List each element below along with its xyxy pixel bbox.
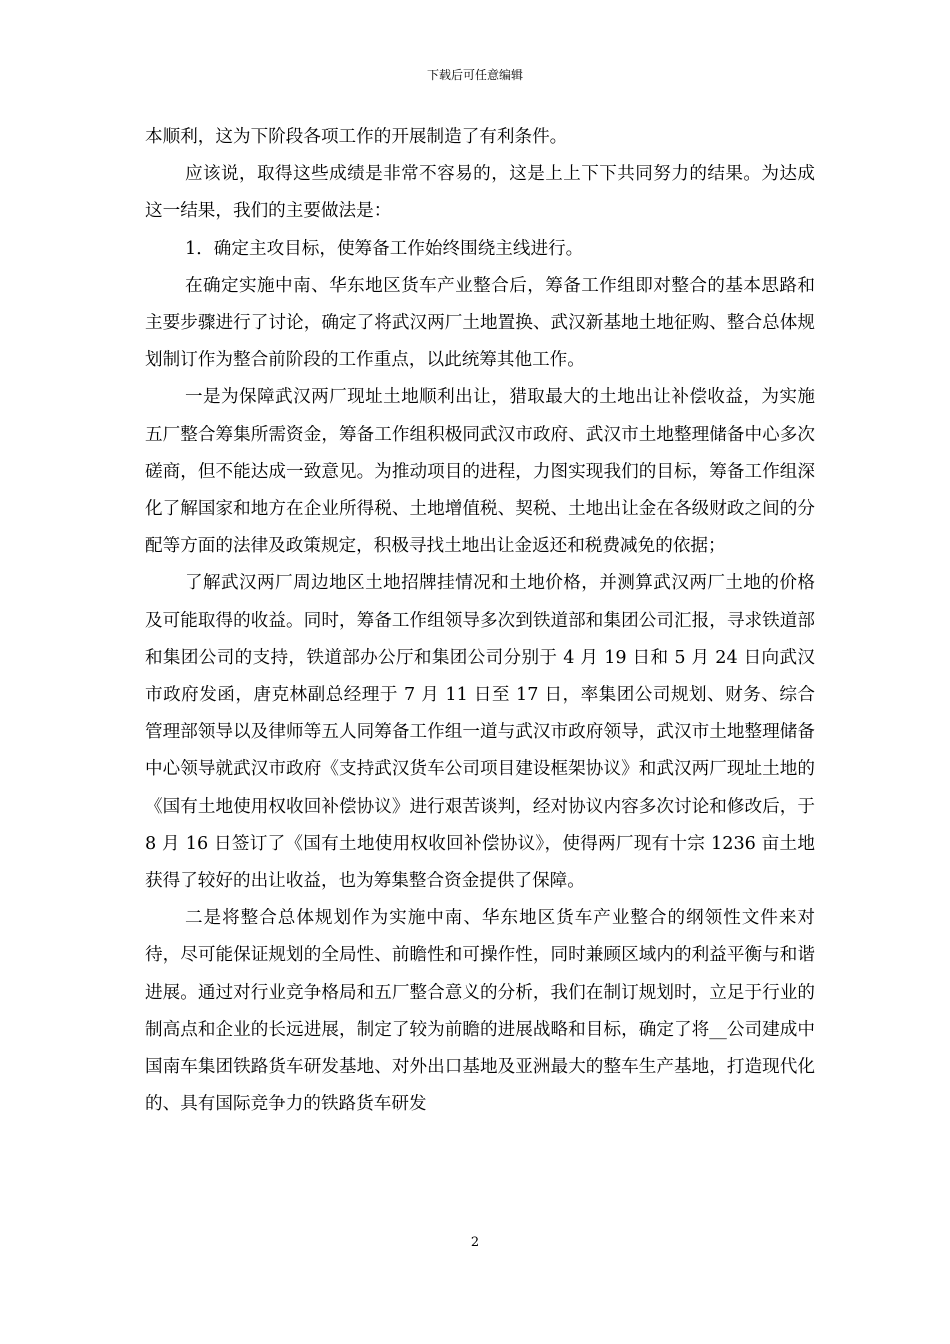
paragraph-point-one: 一是为保障武汉两厂现址土地顺利出让，猎取最大的土地出让补偿收益，为实施五厂整合筹集所需资金，筹备工作组积极同武汉市政府、武汉市土地整理储备中心多次磋商，但不能达成一致意见。为推动项目的进程，力图实现我们的目标，筹备工作组深化了解国家和地方在企业所得税、土地增值税、契税、土地出让金在各级财政之间的分配等方面的法律及政策规定，积极寻找土地出让金返还和税费减免的依据；: [145, 387, 815, 557]
paragraph-summary: 应该说，取得这些成绩是非常不容易的，这是上上下下共同努力的结果。为达成这一结果，我们的主要做法是：: [145, 164, 815, 222]
paragraph-land-negotiation: 了解武汉两厂周边地区土地招牌挂情况和土地价格，并测算武汉两厂土地的价格及可能取得的收益。同时，筹备工作组领导多次到铁道部和集团公司汇报，寻求铁道部和集团公司的支持，铁道部办公厅和集团公司分别于 4 月 19 日和 5 月 24 日向武汉市政府发函，唐克林副总经理于 7 月 11 日至 17 日，率集团公司规划、财务、综合管理部领导以及律师等五人同筹备工作组一道与武汉市政府领导，武汉市土地整理储备中心领导就武汉市政府《支持武汉货车公司项目建设框架协议》和武汉两厂现址土地的《国有土地使用权收回补偿协议》进行艰苦谈判，经对协议内容多次讨论和修改后，于 8 月 16 日签订了《国有土地使用权收回补偿协议》，使得两厂现有十宗 1236 亩土地获得了较好的出让收益，也为筹集整合资金提供了保障。: [145, 573, 815, 892]
paragraph-point-two: 二是将整合总体规划作为实施中南、华东地区货车产业整合的纲领性文件来对待，尽可能保证规划的全局性、前瞻性和可操作性，同时兼顾区域内的利益平衡与和谐进展。通过对行业竞争格局和五厂整合意义的分析，我们在制订规划时，立足于行业的制高点和企业的长远进展，制定了较为前瞻的进展战略和目标，确定了将__公司建成中国南车集团铁路货车研发基地、对外出口基地及亚洲最大的整车生产基地，打造现代化的、具有国际竞争力的铁路货车研发: [145, 908, 815, 1115]
page-number: 2: [470, 1235, 480, 1250]
paragraph-heading-1: 1．确定主攻目标，使筹备工作始终围绕主线进行。: [185, 238, 584, 259]
document-body: [145, 119, 815, 1123]
paragraph-integration-plan: 在确定实施中南、华东地区货车产业整合后，筹备工作组即对整合的基本思路和主要步骤进行了讨论，确定了将武汉两厂土地置换、武汉新基地土地征购、整合总体规划制订作为整合前阶段的工作重点，以此统筹其他工作。: [145, 275, 815, 371]
paragraph-continuation: 本顺利，这为下阶段各项工作的开展制造了有利条件。: [145, 127, 568, 147]
page-header-note: 下载后可任意编辑: [426, 68, 523, 82]
